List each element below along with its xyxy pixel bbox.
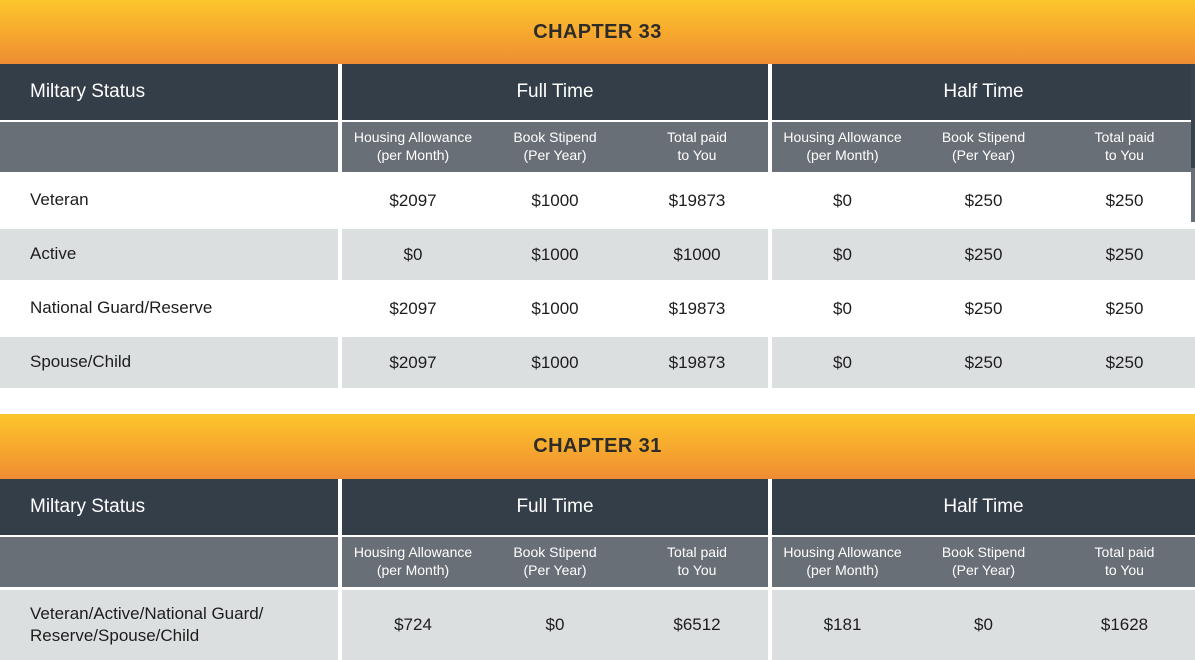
value-cell: $1628 (1054, 590, 1195, 660)
value-cell: $1000 (484, 175, 626, 226)
subheader-line: Total paid (667, 544, 727, 561)
half-time-header: Half Time (772, 479, 1195, 535)
subheader-line: Total paid (1094, 129, 1155, 146)
subheader-line: (per Month) (806, 147, 879, 163)
value-cell: $181 (772, 590, 913, 660)
subheader-line: Book Stipend (513, 129, 597, 146)
chapter-31-title: CHAPTER 31 (533, 435, 662, 457)
value-cell: $0 (772, 283, 913, 334)
subheader-line: Total paid (1094, 544, 1155, 561)
value-cell: $250 (1054, 283, 1195, 334)
ft-housing-allowance-subheader (342, 537, 484, 587)
table-row-national-guard-reserve (0, 283, 1195, 334)
table-row-all-statuses (0, 590, 1195, 660)
subheader-line: (per Month) (376, 147, 450, 163)
right-edge-strip-dark (1191, 64, 1195, 168)
table-row-spouse-child (0, 337, 1195, 388)
value-cell: $0 (772, 337, 913, 388)
value-cell: $0 (772, 175, 913, 226)
ft-total-paid-subheader (626, 122, 768, 172)
full-time-header: Full Time (342, 479, 768, 535)
subheader-line: Housing Allowance (783, 129, 902, 146)
chapter-31-table (0, 414, 1195, 660)
value-cell: $2097 (342, 283, 484, 334)
table-row-veteran (0, 175, 1195, 226)
value-cell: $250 (913, 175, 1054, 226)
right-edge-strip-gray (1191, 168, 1195, 222)
status-label-line: Reserve/Spouse/Child (30, 626, 200, 645)
value-cell: $1000 (484, 283, 626, 334)
subheader-line: Housing Allowance (783, 544, 902, 561)
value-cell: $250 (913, 337, 1054, 388)
subheader-line: Book Stipend (941, 129, 1026, 146)
value-cell: $0 (342, 229, 484, 280)
ft-book-stipend-subheader (484, 122, 626, 172)
status-cell (0, 229, 338, 280)
status-label: Active (30, 244, 77, 264)
ft-book-stipend-subheader (484, 537, 626, 587)
subheader-line: to You (1105, 562, 1144, 578)
value-cell: $724 (342, 590, 484, 660)
column-header-row (0, 64, 1195, 120)
subheader-line: to You (677, 562, 717, 578)
subheader-line: (per Month) (806, 562, 879, 578)
status-cell (0, 337, 338, 388)
subheader-line: (Per Year) (951, 147, 1016, 163)
value-cell: $6512 (626, 590, 768, 660)
subheader-row (0, 122, 1195, 172)
subheader-line: Book Stipend (513, 544, 597, 561)
status-label: Spouse/Child (30, 352, 132, 372)
column-header-row (0, 479, 1195, 535)
value-cell: $250 (913, 283, 1054, 334)
value-cell: $1000 (484, 229, 626, 280)
value-cell: $0 (484, 590, 626, 660)
ft-total-paid-subheader (626, 537, 768, 587)
subheader-line: (Per Year) (523, 562, 587, 578)
ht-housing-allowance-subheader (772, 537, 913, 587)
ht-total-paid-subheader (1054, 122, 1195, 172)
subheader-spacer (0, 122, 338, 172)
full-time-header: Full Time (342, 64, 768, 120)
value-cell: $19873 (626, 337, 768, 388)
table-row-active (0, 229, 1195, 280)
ft-housing-allowance-subheader (342, 122, 484, 172)
value-cell: $2097 (342, 175, 484, 226)
status-label-line: Veteran/Active/National Guard/ (30, 603, 264, 623)
status-cell (0, 283, 338, 334)
subheader-row (0, 537, 1195, 587)
subheader-line: to You (677, 147, 717, 163)
value-cell: $250 (1054, 175, 1195, 226)
value-cell: $1000 (484, 337, 626, 388)
status-cell (0, 175, 338, 226)
subheader-line: to You (1105, 147, 1144, 163)
subheader-line: Housing Allowance (353, 129, 473, 146)
subheader-line: (per Month) (376, 562, 450, 578)
subheader-spacer (0, 537, 338, 587)
status-label: Veteran (30, 190, 89, 210)
status-cell (0, 590, 338, 660)
ht-book-stipend-subheader (913, 537, 1054, 587)
ht-housing-allowance-subheader (772, 122, 913, 172)
military-status-header: Miltary Status (0, 479, 338, 535)
status-label: National Guard/Reserve (30, 298, 213, 318)
value-cell: $19873 (626, 175, 768, 226)
value-cell: $0 (772, 229, 913, 280)
value-cell: $250 (1054, 229, 1195, 280)
chapter-31-banner (0, 414, 1195, 479)
half-time-header: Half Time (772, 64, 1195, 120)
subheader-line: Housing Allowance (353, 544, 473, 561)
value-cell: $19873 (626, 283, 768, 334)
subheader-line: (Per Year) (951, 562, 1016, 578)
value-cell: $250 (913, 229, 1054, 280)
subheader-line: Total paid (667, 129, 727, 146)
value-cell: $0 (913, 590, 1054, 660)
subheader-line: Book Stipend (941, 544, 1026, 561)
value-cell: $2097 (342, 337, 484, 388)
chapter-33-banner (0, 0, 1195, 64)
military-status-header: Miltary Status (0, 64, 338, 120)
subheader-line: (Per Year) (523, 147, 587, 163)
chapter-33-title: CHAPTER 33 (533, 20, 662, 43)
value-cell: $1000 (626, 229, 768, 280)
ht-total-paid-subheader (1054, 537, 1195, 587)
value-cell: $250 (1054, 337, 1195, 388)
ht-book-stipend-subheader (913, 122, 1054, 172)
